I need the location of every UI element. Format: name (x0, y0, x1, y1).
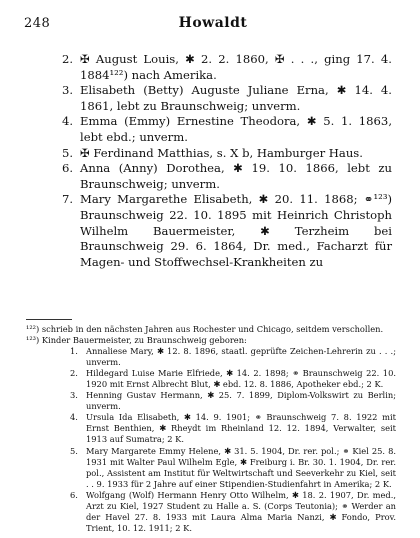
child-number: 5. (70, 445, 78, 456)
child-text: Mary Margarete Emmy Helene, ✱ 31. 5. 1904, Dr. rer. pol.; ⚭ Kiel 25. 8. 1931 mit Walter Paul Wilhelm Egle, ✱ Freiburg i. Br. 30. 1. 1904, Dr. rer. pol., Assistent am Institut für Weltwirtschaft und Seeverkehr zu Kiel, seit . . 9. 1933 für 2 Jahre auf einer Stipendien-Studienfahrt in Amerika; 2 K. (86, 445, 396, 489)
entry-text: ✠ August Louis, ✱ 2. 2. 1860, ✠ . . ., ging 17. 4. 1884¹²²) nach Amerika. (80, 52, 392, 82)
genealogy-entry (62, 146, 392, 162)
entry-text: Mary Margarethe Elisabeth, ✱ 20. 11. 1868; ⚭¹²³) Braunschweig 22. 10. 1895 mit Heinrich Christoph Wilhelm Bauermeister, ✱ Terzheim bei Braunschweig 29. 6. 1864, Dr. med., Facharzt für Magen- und Stoffwechsel-Krankheiten zu (80, 192, 392, 269)
entry-number: 5. (62, 145, 74, 160)
entry-number: 6. (62, 161, 74, 176)
entry-text: Anna (Anny) Dorothea, ✱ 19. 10. 1866, lebt zu Braunschweig; unverm. (80, 161, 392, 191)
footnote-123-intro: ¹²³) Kinder Bauermeister, zu Braunschweig geboren: (26, 335, 247, 346)
child-entry (26, 446, 396, 490)
entry-text: ✠ Ferdinand Matthias, s. X b, Hamburger Haus. (80, 145, 363, 160)
footnotes (26, 324, 396, 534)
genealogy-entry (62, 52, 392, 83)
children-list (26, 346, 396, 534)
genealogy-entry (62, 161, 392, 192)
footnote-122: ¹²²) schrieb in den nächsten Jahren aus Rochester und Chicago, seitdem verschollen. (26, 324, 384, 334)
child-entry (26, 346, 396, 368)
child-entry (26, 368, 396, 390)
child-number: 6. (70, 489, 78, 500)
child-text: Annaliese Mary, ✱ 12. 8. 1896, staatl. geprüfte Zeichen-Lehrerin zu . . .; unverm. (86, 346, 396, 368)
child-text: Henning Gustav Hermann, ✱ 25. 7. 1899, Diplom-Volkswirt zu Berlin; unverm. (86, 390, 396, 412)
child-entry (26, 412, 396, 445)
entry-text: Emma (Emmy) Ernestine Theodora, ✱ 5. 1. 1863, lebt ebd.; unverm. (80, 114, 392, 144)
footnote-divider (26, 319, 72, 320)
page-number: 248 (24, 16, 51, 31)
child-entry (26, 390, 396, 412)
genealogy-entry (62, 114, 392, 145)
entry-text: Elisabeth (Betty) Auguste Juliane Erna, ✱ 14. 4. 1861, lebt zu Braunschweig; unverm. (80, 83, 392, 113)
entry-number: 7. (62, 192, 74, 207)
entry-number: 4. (62, 114, 74, 129)
entry-number: 3. (62, 83, 74, 98)
child-text: Hildegard Luise Marie Elfriede, ✱ 14. 2. 1898; ⚭ Braunschweig 22. 10. 1920 mit Ernst Albrecht Blut, ✱ ebd. 12. 8. 1886, Apotheker ebd.; 2 K. (86, 368, 396, 390)
child-text: Wolfgang (Wolf) Hermann Henry Otto Wilhelm, ✱ 18. 2. 1907, Dr. med., Arzt zu Kiel, 1927 Student zu Halle a. S. (Corps Teutonia); ⚭ Werder an der Havel 27. 8. 1933 mit Laura Alma Maria Nanzi, ✱ Fondo, Prov. Trient, 10. 12. 1911; 2 K. (86, 489, 396, 533)
running-head-title: Howaldt (178, 15, 248, 31)
child-number: 1. (70, 346, 78, 357)
child-text: Ursula Ida Elisabeth, ✱ 14. 9. 1901; ⚭ Braunschweig 7. 8. 1922 mit Ernst Benthien, ✱ Rheydt im Rheinland 12. 12. 1894, Verwalter, seit 1913 auf Sumatra; 2 K. (86, 412, 396, 445)
genealogy-entry (62, 192, 392, 270)
entry-number: 2. (62, 52, 74, 66)
genealogy-entries (62, 52, 392, 270)
child-number: 2. (70, 368, 78, 379)
genealogy-entry (62, 83, 392, 114)
page-header (24, 16, 402, 36)
child-number: 4. (70, 412, 78, 423)
child-number: 3. (70, 390, 78, 401)
child-entry (26, 490, 396, 534)
